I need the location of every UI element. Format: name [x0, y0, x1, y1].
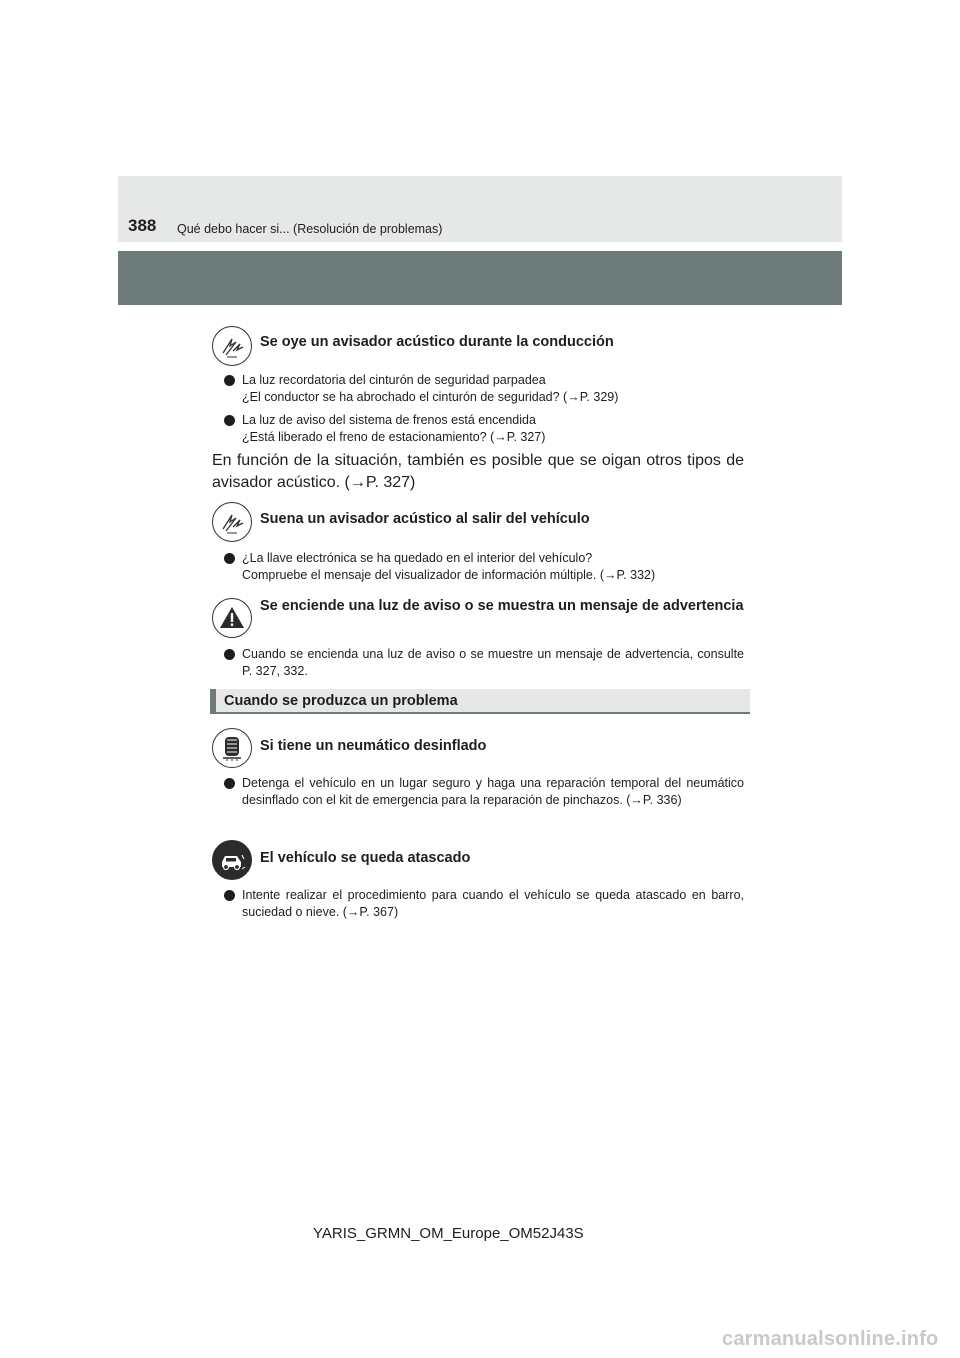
list-item: [224, 775, 744, 809]
bullet-line: Compruebe el mensaje del visualizador de información múltiple. (→P. 332): [242, 568, 656, 582]
document-code: YARIS_GRMN_OM_Europe_OM52J43S: [313, 1225, 584, 1242]
title-bar: [118, 251, 842, 305]
watermark: carmanualsonline.info: [722, 1328, 939, 1350]
body-paragraph: En función de la situación, también es posible que se oigan otros tipos de avisador acústico. (→P. 327): [212, 452, 744, 491]
bullet-line: La luz de aviso del sistema de frenos está encendida: [242, 413, 536, 427]
bullet-line: ¿El conductor se ha abrochado el cinturón de seguridad? (→P. 329): [242, 390, 619, 404]
bullet-text: Intente realizar el procedimiento para cuando el vehículo se queda atascado en barro, suciedad o nieve. (→P. 367): [242, 888, 744, 919]
warning-buzzer-icon: [212, 326, 252, 366]
warning-buzzer-icon: [212, 502, 252, 542]
section-heading: El vehículo se queda atascado: [260, 850, 471, 866]
section-heading: Si tiene un neumático desinflado: [260, 738, 487, 754]
bullet-dot: [224, 553, 235, 564]
subsection-band: [210, 689, 750, 714]
warning-triangle-icon: [212, 598, 252, 638]
bullet-text: Cuando se encienda una luz de aviso o se muestre un mensaje de advertencia, consulte P. 327, 332.: [242, 647, 744, 678]
subsection-title: Cuando se produzca un problema: [224, 693, 458, 709]
bullet-dot: [224, 375, 235, 386]
flat-tire-icon: [212, 728, 252, 768]
list-item: [224, 372, 744, 406]
running-title: Qué debo hacer si... (Resolución de problemas): [177, 222, 443, 236]
bullet-dot: [224, 649, 235, 660]
section-heading: Se oye un avisador acústico durante la conducción: [260, 334, 614, 350]
bullet-dot: [224, 778, 235, 789]
bullet-dot: [224, 890, 235, 901]
list-item: [224, 646, 744, 680]
stuck-vehicle-icon: [212, 840, 252, 880]
list-item: [224, 887, 744, 921]
page-number: 388: [128, 216, 157, 235]
section-heading: Se enciende una luz de aviso o se muestra un mensaje de advertencia: [260, 598, 744, 614]
bullet-line: La luz recordatoria del cinturón de seguridad parpadea: [242, 373, 546, 387]
bullet-line: ¿Está liberado el freno de estacionamiento? (→P. 327): [242, 430, 546, 444]
list-item: [224, 550, 744, 584]
bullet-line: ¿La llave electrónica se ha quedado en el interior del vehículo?: [242, 551, 593, 565]
bullet-text: Detenga el vehículo en un lugar seguro y haga una reparación temporal del neumático desinflado con el kit de emergencia para la reparación de pinchazos. (→P. 336): [242, 776, 744, 807]
section-heading: Suena un avisador acústico al salir del vehículo: [260, 511, 590, 527]
bullet-dot: [224, 415, 235, 426]
list-item: [224, 412, 744, 446]
